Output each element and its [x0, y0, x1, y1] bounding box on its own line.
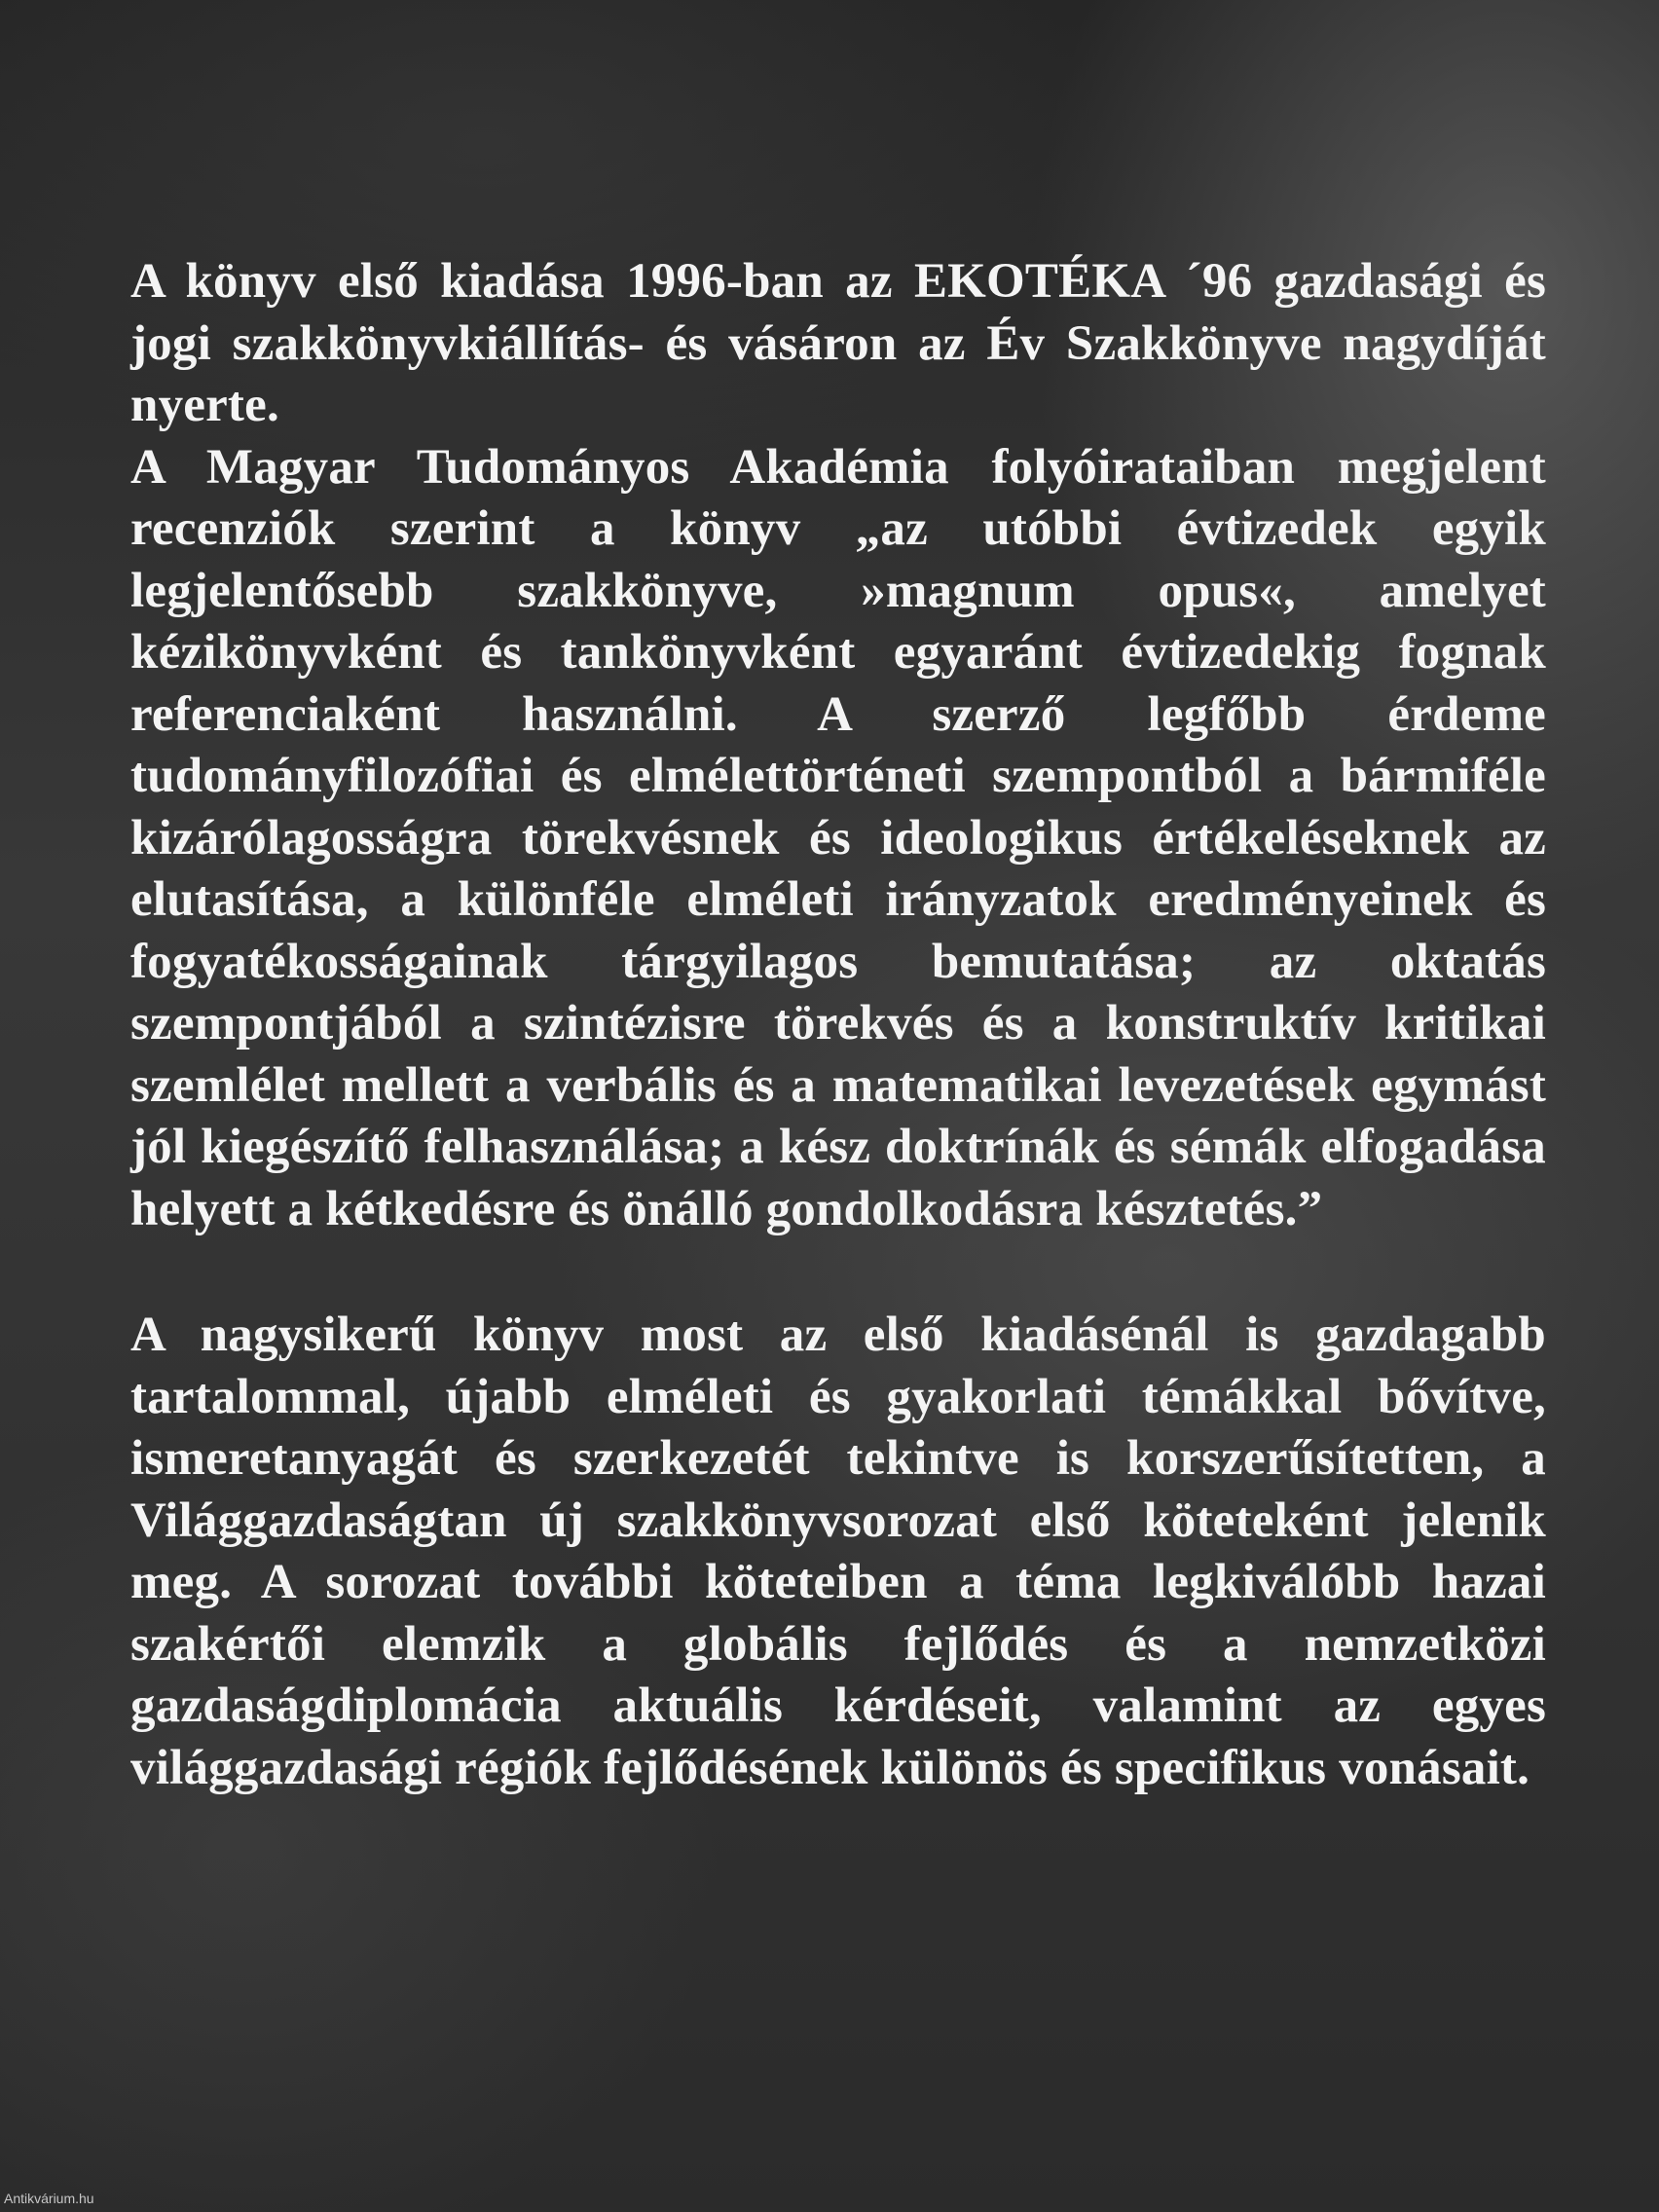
series-paragraph: A nagysikerű könyv most az első kiadásénál is gazdagabb tartalommal, újabb elméleti és gyakorlati témákkal bővítve, ismeretanyagát és szerkezetét tekintve is korszerűsítetten, a Világgazdaságtan új szakkönyvsorozat első köteteként jelenik meg. A sorozat további köteteiben a téma legkiválóbb hazai szakértői elemzik a globális fejlődés és a nemzetközi gazdaságdiplomácia aktuális kérdéseit, valamint az egyes világgazdasági régiók fejlődésének különös és specifikus vonásait. — [130, 1308, 1546, 1795]
blurb-text — [130, 251, 1546, 1799]
review-paragraph: A Magyar Tudományos Akadémia folyóirataiban megjelent recenziók szerint a könyv „az utóbbi évtizedek egyik legjelentősebb szakkönyve, »magnum opus«, amelyet kézikönyvként és tankönyvként egyaránt évtizedekig fognak referenciaként használni. A szerző legfőbb érdeme tudományfilozófiai és elmélettörténeti szempontból a bármiféle kizárólagosságra törekvésnek és ideologikus értékeléseknek az elutasítása, a különféle elméleti irányzatok eredményeinek és fogyatékosságainak tárgyilagos bemutatása; az oktatás szempontjából a szintézisre törekvés és a konstruktív kritikai szemlélet mellett a verbális és a matematikai levezetések egymást jól kiegészítő felhasználása; a kész doktrínák és sémák elfogadása helyett a kétkedésre és önálló gondolkodásra késztetés.” — [130, 439, 1546, 1236]
award-paragraph: A könyv első kiadása 1996-ban az EKOTÉKA ´96 gazdasági és jogi szakkönyvkiállítás- és vásáron az Év Szakkönyve nagydíját nyerte. — [130, 254, 1546, 432]
watermark: Antikvárium.hu — [4, 2191, 94, 2206]
